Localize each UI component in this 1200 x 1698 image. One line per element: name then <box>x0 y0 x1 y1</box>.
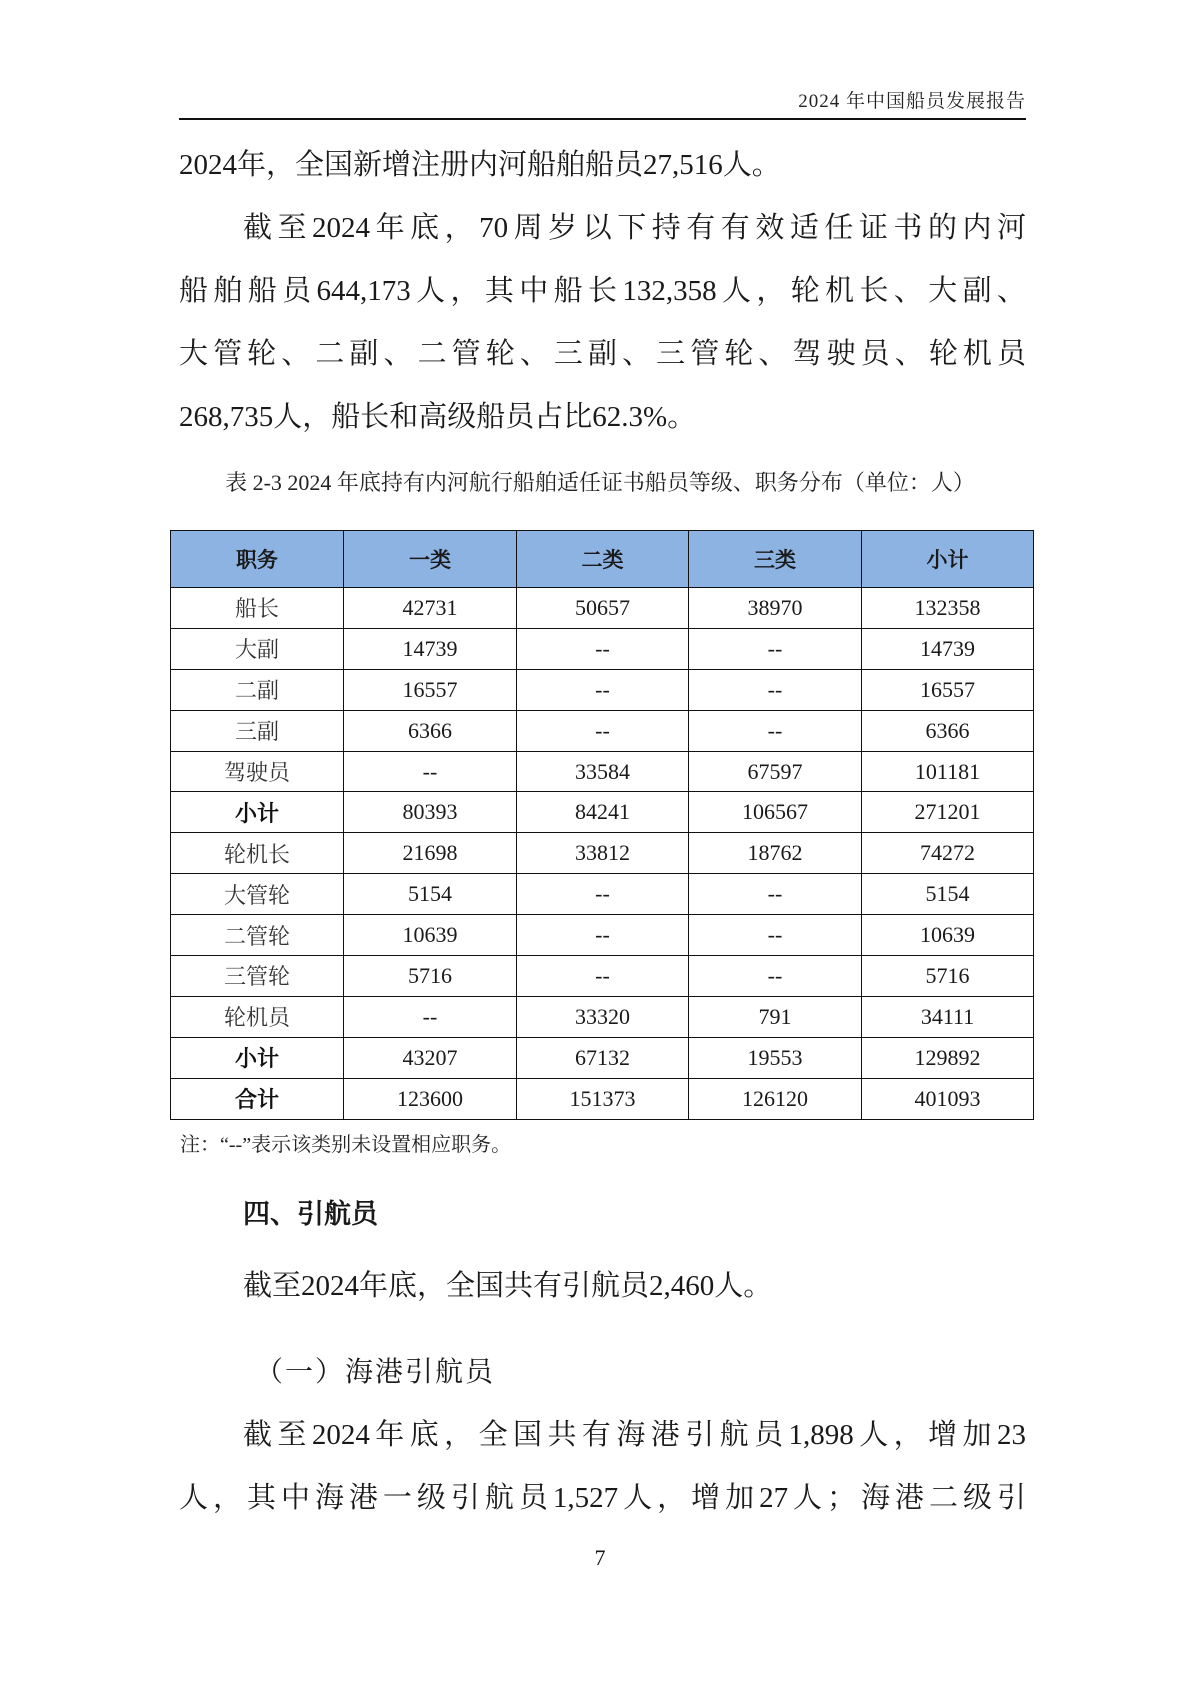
section-heading-pilots: 四、引航员 <box>243 1199 378 1230</box>
value-cell: 791 <box>689 996 862 1037</box>
paragraph-line: 2024年，全国新增注册内河船舶船员27,516人。 <box>179 149 781 181</box>
value-cell: 16557 <box>862 669 1034 710</box>
subsection-heading-seaport-pilots: （一）海港引航员 <box>255 1357 496 1388</box>
row-label-cell: 轮机员 <box>171 996 344 1037</box>
value-cell: 10639 <box>862 915 1034 956</box>
row-label-cell: 船长 <box>171 588 344 629</box>
table-row <box>171 588 1034 629</box>
table-row <box>171 956 1034 997</box>
paragraph-line: 截至2024年底，全国共有海港引航员1,898人，增加23 <box>243 1419 1026 1451</box>
value-cell: 5716 <box>344 956 517 997</box>
value-cell: 126120 <box>689 1078 862 1119</box>
value-cell: 67132 <box>517 1037 689 1078</box>
value-cell: 101181 <box>862 751 1034 792</box>
row-label-cell: 小计 <box>171 792 344 833</box>
table-row <box>171 751 1034 792</box>
value-cell: -- <box>689 956 862 997</box>
table-row <box>171 874 1034 915</box>
value-cell: 14739 <box>862 628 1034 669</box>
table-row <box>171 628 1034 669</box>
value-cell: -- <box>344 751 517 792</box>
table-row <box>171 669 1034 710</box>
paragraph-seaport-pilots <box>179 1404 1026 1530</box>
value-cell: 132358 <box>862 588 1034 629</box>
paragraph-new-registrations <box>179 134 1026 197</box>
paragraph-line: 人，其中海港一级引航员1,527人，增加27人；海港二级引 <box>179 1482 1026 1514</box>
row-label-cell: 轮机长 <box>171 833 344 874</box>
row-label-cell: 小计 <box>171 1037 344 1078</box>
value-cell: 33320 <box>517 996 689 1037</box>
table-row <box>171 915 1034 956</box>
column-header-subtotal: 小计 <box>862 531 1034 588</box>
table-row-subtotal <box>171 1037 1034 1078</box>
table-note: 注：“--”表示该类别未设置相应职务。 <box>180 1134 512 1156</box>
value-cell: 14739 <box>344 628 517 669</box>
value-cell: 106567 <box>689 792 862 833</box>
value-cell: 123600 <box>344 1078 517 1119</box>
crew-distribution-table <box>170 530 1034 1120</box>
table-row <box>171 710 1034 751</box>
value-cell: -- <box>517 710 689 751</box>
paragraph-line: 船舶船员644,173人，其中船长132,358人，轮机长、大副、 <box>179 275 1026 307</box>
paragraph-pilots-total <box>179 1255 1026 1318</box>
value-cell: 10639 <box>344 915 517 956</box>
value-cell: -- <box>517 874 689 915</box>
paragraph-line: 截至2024年底，70周岁以下持有有效适任证书的内河 <box>243 212 1026 244</box>
row-label-cell: 二副 <box>171 669 344 710</box>
column-header-class-1: 一类 <box>344 531 517 588</box>
value-cell: -- <box>517 669 689 710</box>
value-cell: 151373 <box>517 1078 689 1119</box>
value-cell: 33584 <box>517 751 689 792</box>
value-cell: 84241 <box>517 792 689 833</box>
value-cell: 43207 <box>344 1037 517 1078</box>
value-cell: 129892 <box>862 1037 1034 1078</box>
value-cell: 6366 <box>862 710 1034 751</box>
value-cell: 74272 <box>862 833 1034 874</box>
row-label-cell: 三管轮 <box>171 956 344 997</box>
value-cell: -- <box>689 874 862 915</box>
value-cell: -- <box>689 628 862 669</box>
row-label-cell: 合计 <box>171 1078 344 1119</box>
row-label-cell: 三副 <box>171 710 344 751</box>
table-row-subtotal <box>171 1078 1034 1119</box>
value-cell: 6366 <box>344 710 517 751</box>
value-cell: 5154 <box>344 874 517 915</box>
row-label-cell: 驾驶员 <box>171 751 344 792</box>
paragraph-certified-crew <box>179 197 1026 449</box>
paragraph-line: 截至2024年底，全国共有引航员2,460人。 <box>243 1270 773 1302</box>
column-header-position: 职务 <box>171 531 344 588</box>
value-cell: -- <box>517 956 689 997</box>
row-label-cell: 大管轮 <box>171 874 344 915</box>
value-cell: 42731 <box>344 588 517 629</box>
paragraph-line: 大管轮、二副、二管轮、三副、三管轮、驾驶员、轮机员 <box>179 338 1026 370</box>
value-cell: 5716 <box>862 956 1034 997</box>
value-cell: 271201 <box>862 792 1034 833</box>
table-row-subtotal <box>171 792 1034 833</box>
value-cell: 38970 <box>689 588 862 629</box>
row-label-cell: 大副 <box>171 628 344 669</box>
value-cell: -- <box>689 710 862 751</box>
table-row <box>171 996 1034 1037</box>
column-header-class-2: 二类 <box>517 531 689 588</box>
value-cell: 34111 <box>862 996 1034 1037</box>
header-rule <box>179 118 1026 120</box>
value-cell: 18762 <box>689 833 862 874</box>
table-header-row <box>171 531 1034 588</box>
value-cell: 33812 <box>517 833 689 874</box>
value-cell: -- <box>517 915 689 956</box>
table-row <box>171 833 1034 874</box>
value-cell: 50657 <box>517 588 689 629</box>
running-header-title: 2024 年中国船员发展报告 <box>798 91 1026 112</box>
value-cell: 67597 <box>689 751 862 792</box>
table-caption: 表 2-3 2024 年底持有内河航行船舶适任证书船员等级、职务分布（单位：人） <box>225 470 975 495</box>
value-cell: -- <box>344 996 517 1037</box>
page-number: 7 <box>594 1545 606 1570</box>
value-cell: 19553 <box>689 1037 862 1078</box>
paragraph-line: 268,735人，船长和高级船员占比62.3%。 <box>179 401 697 433</box>
value-cell: -- <box>689 669 862 710</box>
value-cell: 80393 <box>344 792 517 833</box>
value-cell: 21698 <box>344 833 517 874</box>
value-cell: 401093 <box>862 1078 1034 1119</box>
value-cell: -- <box>517 628 689 669</box>
column-header-class-3: 三类 <box>689 531 862 588</box>
row-label-cell: 二管轮 <box>171 915 344 956</box>
value-cell: 16557 <box>344 669 517 710</box>
value-cell: -- <box>689 915 862 956</box>
value-cell: 5154 <box>862 874 1034 915</box>
